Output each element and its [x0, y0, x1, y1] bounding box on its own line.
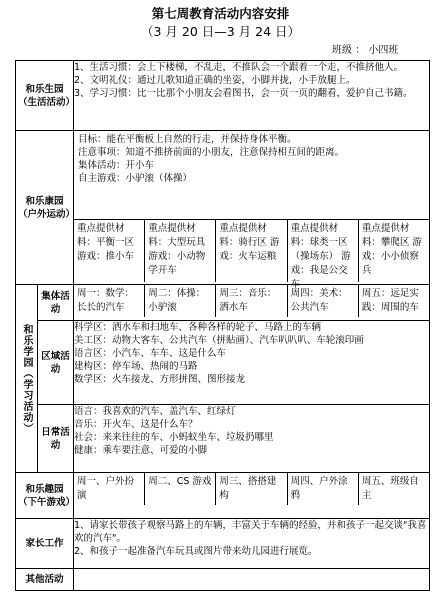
date-range: （3 月 20 日—3 月 24 日） — [140, 24, 301, 39]
collective-day: 周二：体操：小驴滚 — [144, 285, 215, 317]
life-line-3: 3、学习习惯：比一比那个小朋友会看图书，会一页一页的翻看，爱护自己书籍。 — [74, 88, 413, 99]
daily-line: 语言：我喜欢的汽车、盖汽车、红绿灯 — [74, 406, 236, 417]
collective-label: 集体活动 — [38, 285, 74, 321]
schedule-table-wrap — [15, 60, 429, 591]
area-line: 科学区：洒水车和扫地车、各种各样的轮子、马路上的车辆 — [74, 322, 322, 333]
other-content — [74, 569, 430, 591]
collective-day: 周五：远足实践：周围的车 — [358, 285, 429, 317]
life-content — [74, 61, 430, 131]
collective-row — [16, 285, 430, 321]
area-label: 区域活动 — [38, 321, 74, 405]
daily-label: 日常活动 — [38, 405, 74, 473]
area-line: 建构区：停车场、热闹的马路 — [74, 361, 198, 372]
daily-line: 音乐：开火车、这是什么车？ — [74, 419, 198, 430]
study-label-cell — [16, 285, 38, 473]
play-day: 周二、CS 游戏 — [144, 473, 215, 505]
health-content — [74, 131, 430, 290]
play-day: 周五、班级自主 — [358, 473, 429, 505]
area-line: 美工区：动物大客车、公共汽车（拼贴画）、汽车叭叭叭、车轮滚印画 — [74, 335, 364, 346]
area-content — [74, 321, 430, 405]
material-item: 重点提供材料：骑行区 游戏：火车运粮 — [215, 220, 286, 282]
area-line: 数学区：火车接龙、方形拼图、图形接龙 — [74, 374, 246, 385]
play-content — [74, 473, 430, 519]
parents-label: 家长工作 — [16, 519, 74, 569]
page-title: 第七周教育活动内容安排 — [151, 6, 290, 21]
daily-content — [74, 405, 430, 473]
life-line-2: 2、文明礼仪：通过儿歌知道正确的坐姿，小脚并拢，小手放腿上。 — [74, 75, 356, 86]
life-row — [16, 61, 430, 131]
health-label: 和乐康园（户外运动） — [16, 131, 74, 285]
play-day: 周四、户外涂鸦 — [287, 473, 358, 505]
other-label: 其他活动 — [16, 569, 74, 591]
collective-content — [74, 285, 430, 321]
material-item: 重点提供材料：平衡一区 游戏：推小车 — [77, 223, 135, 262]
parents-line-1: 1、请家长带孩子观察马路上的车辆，丰富关于车辆的经验，并和孩子一起交谈"我喜欢的汽车"。 — [74, 520, 427, 544]
health-line-2: 注意事项：知道不推挤前面的小朋友，注意保持相互间的距离。 — [78, 147, 345, 158]
life-label: 和乐生园（生活活动） — [16, 61, 74, 131]
play-day: 周三、搭搭建构 — [215, 473, 286, 505]
daily-line: 健康：乘车要注意、可爱的小脚 — [74, 445, 208, 456]
health-line-4: 自主游戏：小驴滚（体操） — [78, 173, 193, 184]
schedule-table — [15, 60, 430, 591]
parents-row — [16, 519, 430, 569]
health-row — [16, 131, 430, 285]
materials-grid — [74, 219, 429, 290]
area-row — [16, 321, 430, 405]
collective-day: 周三：音乐：洒水车 — [215, 285, 286, 317]
daily-line: 社会：来来往往的车、小蚂蚁坐车、垃圾扔哪里 — [74, 432, 274, 443]
parents-content — [74, 519, 430, 569]
play-day: 周一、户外扮演 — [77, 476, 135, 501]
parents-line-2: 2、和孩子一起准备汽车玩具或图片带来幼儿园进行展览。 — [74, 546, 318, 557]
area-line: 语言区：小汽车、车车、这是什么车 — [74, 348, 227, 359]
material-item: 重点提供材料：大型玩具 游戏：小动物学开车 — [144, 220, 215, 282]
health-line-1: 目标：能在平衡板上自然的行走，并保持身体平衡。 — [78, 134, 297, 145]
health-line-3: 集体活动：开小车 — [78, 160, 155, 171]
material-item: 重点提供材料：攀爬区 游戏：小小侦察兵 — [358, 220, 429, 282]
study-label: 和乐学园（学习活动） — [21, 323, 32, 434]
class-label: 班级 ： 小四班 — [332, 45, 399, 56]
play-label: 和乐趣园（下午游戏） — [16, 473, 74, 519]
collective-day: 周四：美术：公共汽车 — [287, 285, 358, 317]
material-item: 重点提供材料：球类一区（操场东） 游戏：我是公交车 — [287, 220, 358, 282]
collective-day: 周一：数学：长长的汽车 — [77, 288, 135, 313]
play-row — [16, 473, 430, 519]
life-line-1: 1、生活习惯：会上下楼梯，不乱走，不推队会一个跟着一个走，不推挤他人。 — [74, 62, 404, 73]
daily-row — [16, 405, 430, 473]
other-row — [16, 569, 430, 591]
